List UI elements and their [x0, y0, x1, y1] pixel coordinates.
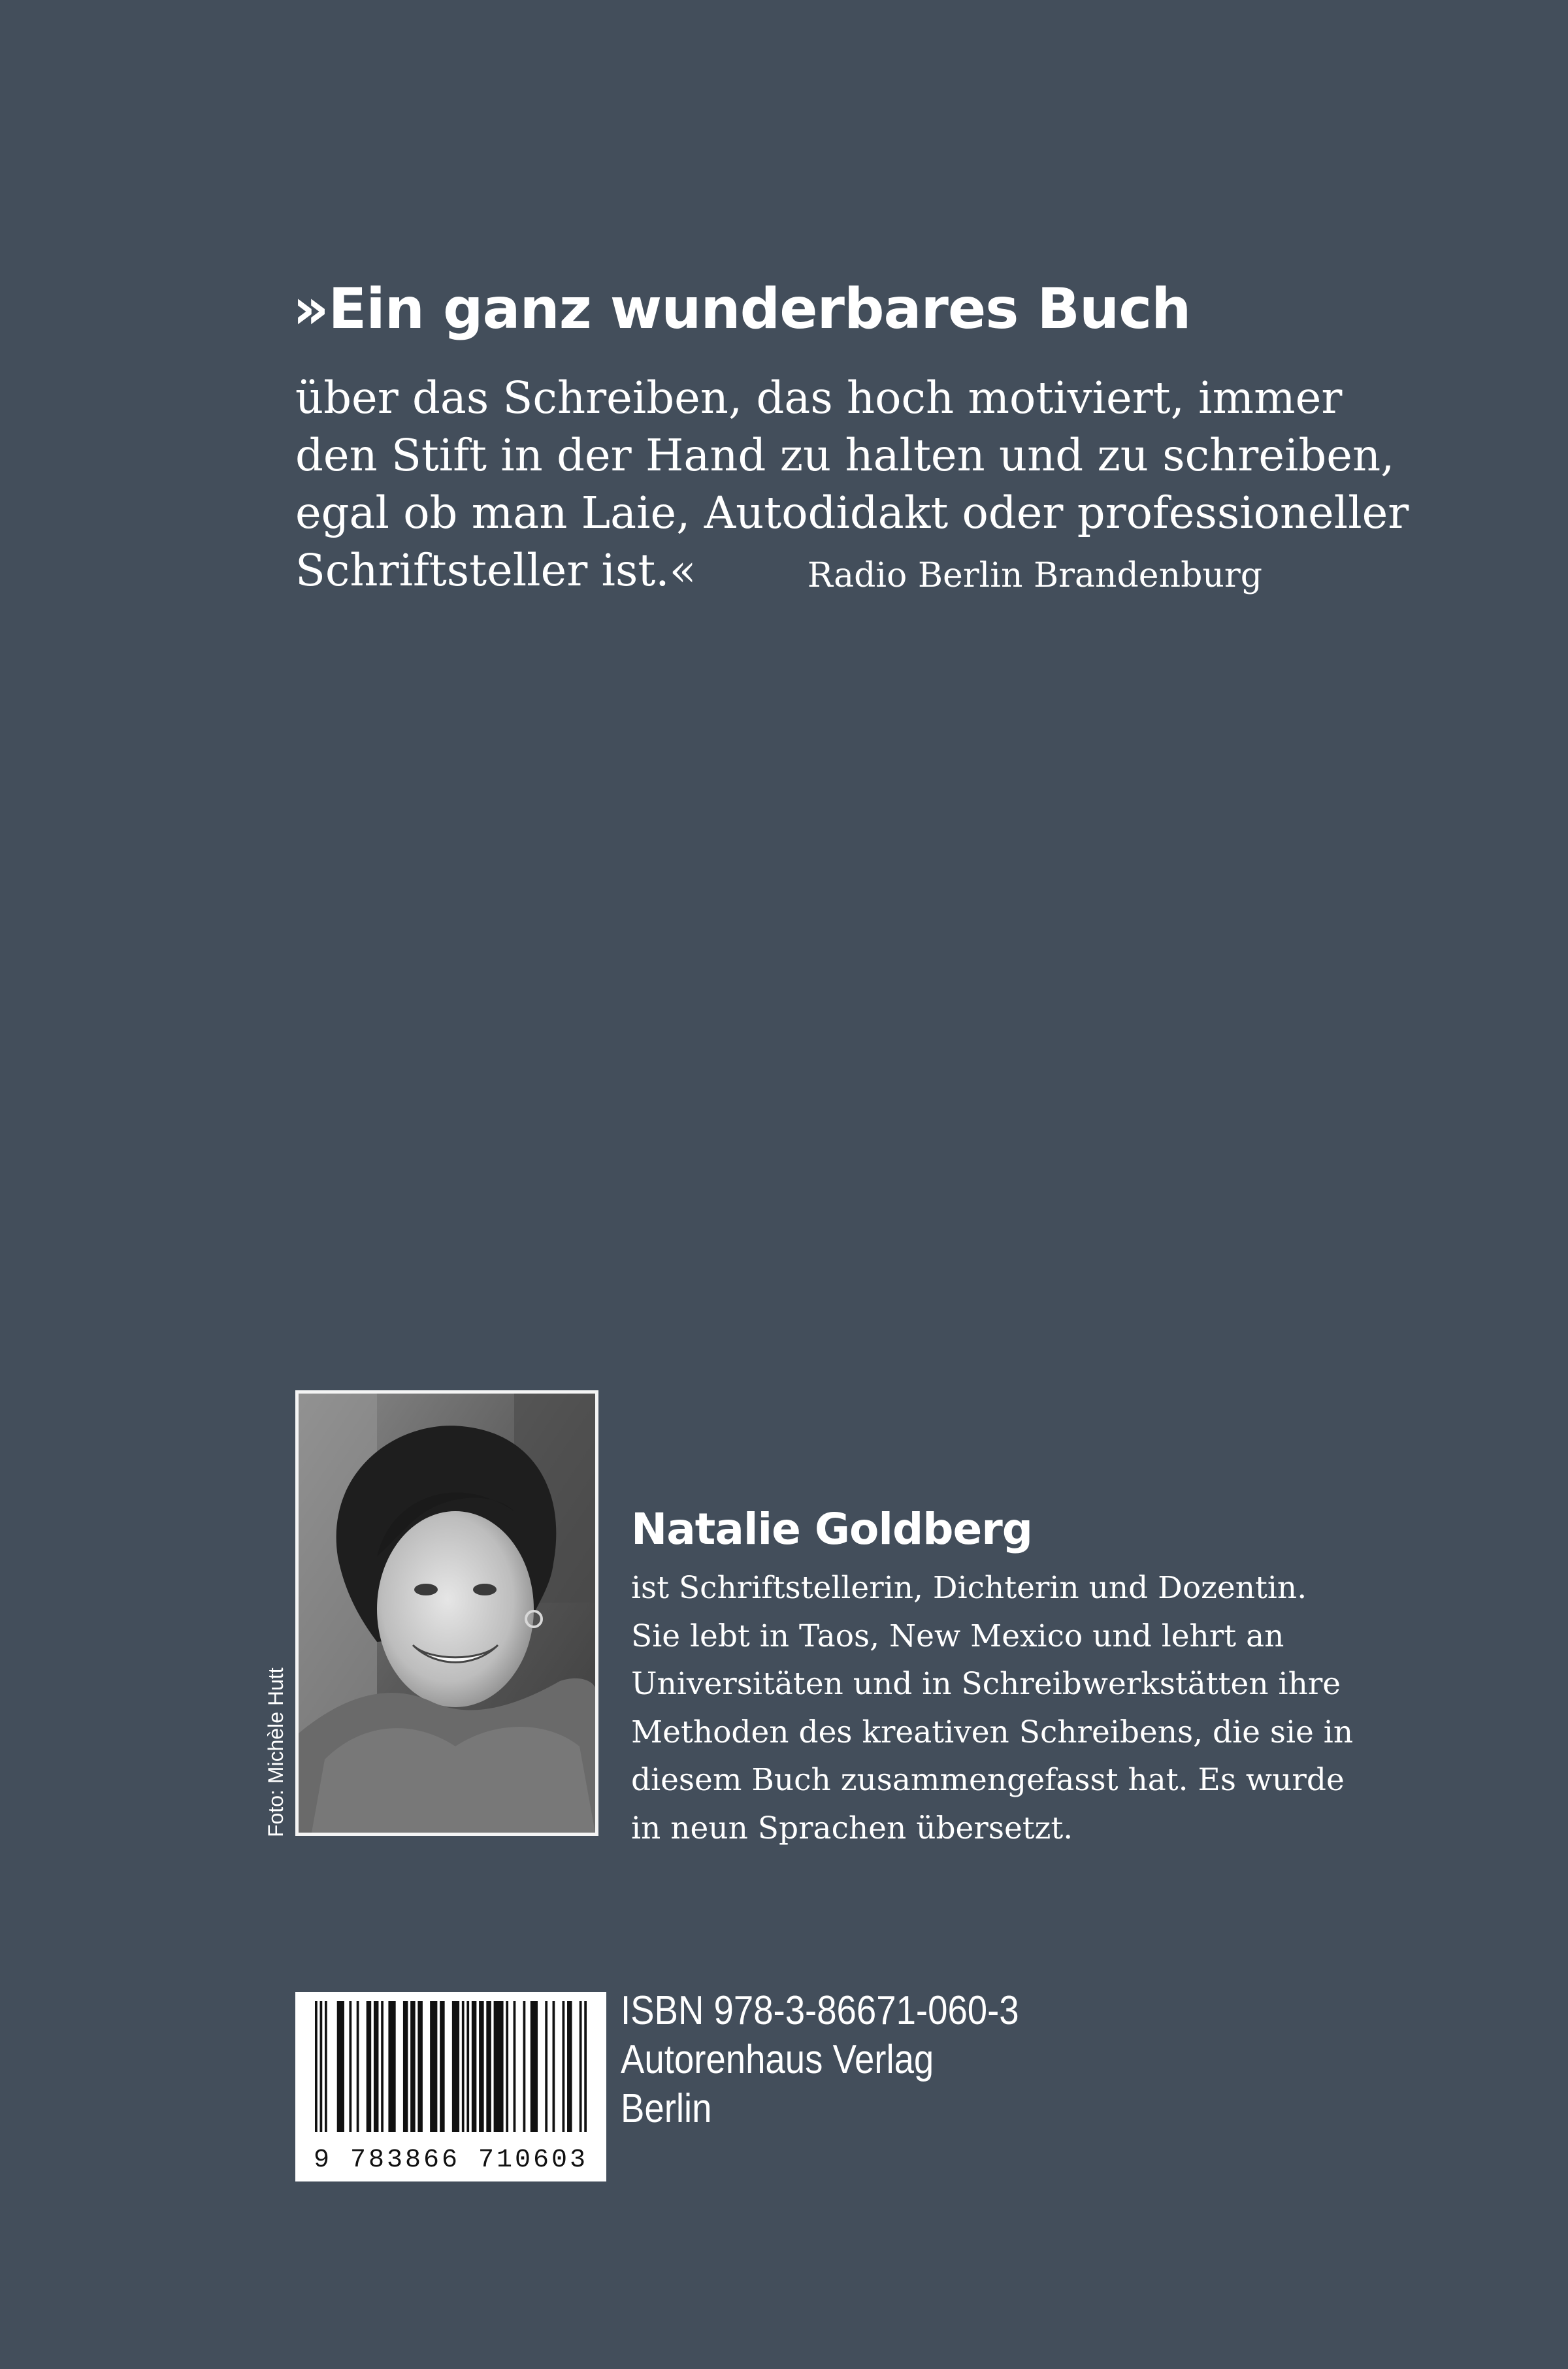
barcode-bar	[472, 2001, 477, 2132]
author-portrait-image	[299, 1394, 595, 1833]
bio-line: ist Schriftstellerin, Dichterin und Dozentin.	[631, 1570, 1307, 1606]
quote-line: egal ob man Laie, Autodidakt oder professioneller	[295, 487, 1409, 538]
barcode-digits: 9 783866 710603	[313, 2146, 589, 2175]
barcode-bar	[374, 2001, 379, 2132]
bio-line: in neun Sprachen übersetzt.	[631, 1810, 1073, 1846]
barcode-bar	[479, 2001, 484, 2132]
barcode-bar	[388, 2001, 395, 2132]
barcode-bar	[506, 2001, 508, 2132]
barcode-bar	[580, 2001, 582, 2132]
barcode-bar	[584, 2001, 587, 2132]
quote-line-last	[295, 542, 1262, 599]
barcode-bar	[514, 2001, 516, 2132]
barcode-bar	[337, 2001, 344, 2132]
barcode-bar	[430, 2001, 437, 2132]
barcode-bar	[462, 2001, 465, 2132]
barcode-bars	[295, 1992, 606, 2146]
barcode-bar	[410, 2001, 416, 2132]
bio-line: diesem Buch zusammengefasst hat. Es wurde	[631, 1762, 1345, 1798]
barcode-bar	[403, 2001, 408, 2132]
publisher-name: Autorenhaus Verlag	[621, 2037, 934, 2082]
barcode-bar	[563, 2001, 565, 2132]
quote-line: Schriftsteller ist.«	[295, 545, 696, 596]
barcode-bar	[357, 2001, 359, 2132]
barcode-bar	[417, 2001, 423, 2132]
isbn-number: ISBN 978-3-86671-060-3	[621, 1988, 1019, 2033]
barcode-bar	[486, 2001, 491, 2132]
barcode-bar	[381, 2001, 384, 2132]
author-bio	[631, 1564, 1354, 1852]
barcode-bar	[440, 2001, 445, 2132]
bio-line: Universitäten und in Schreibwerkstätten ihre	[631, 1666, 1341, 1702]
quote-line: den Stift in der Hand zu halten und zu schreiben,	[295, 430, 1395, 481]
barcode-bar	[466, 2001, 469, 2132]
author-photo	[295, 1390, 598, 1836]
barcode-bar	[320, 2001, 323, 2132]
barcode-bar	[315, 2001, 318, 2132]
quote-source: Radio Berlin Brandenburg	[807, 556, 1262, 595]
bio-line: Methoden des kreativen Schreibens, die sie in	[631, 1714, 1354, 1750]
barcode-bar	[531, 2001, 538, 2132]
author-name: Natalie Goldberg	[631, 1504, 1033, 1554]
publisher-city: Berlin	[621, 2086, 712, 2131]
isbn-barcode	[295, 1992, 606, 2181]
bio-line: Sie lebt in Taos, New Mexico und lehrt an	[631, 1618, 1284, 1654]
barcode-bar	[325, 2001, 327, 2132]
barcode-bar	[523, 2001, 526, 2132]
barcode-bar	[494, 2001, 504, 2132]
barcode-bar	[349, 2001, 351, 2132]
barcode-bar	[553, 2001, 555, 2132]
barcode-bar	[545, 2001, 547, 2132]
quote-headline: »Ein ganz wunderbares Buch	[293, 276, 1191, 342]
publisher-info	[621, 1986, 1019, 2133]
quote-line: über das Schreiben, das hoch motiviert, immer	[295, 372, 1343, 423]
barcode-bar	[367, 2001, 372, 2132]
barcode-bar	[567, 2001, 572, 2132]
barcode-bar	[452, 2001, 459, 2132]
photo-credit: Foto: Michèle Hutt	[264, 1667, 287, 1837]
quote-text	[295, 369, 1409, 599]
